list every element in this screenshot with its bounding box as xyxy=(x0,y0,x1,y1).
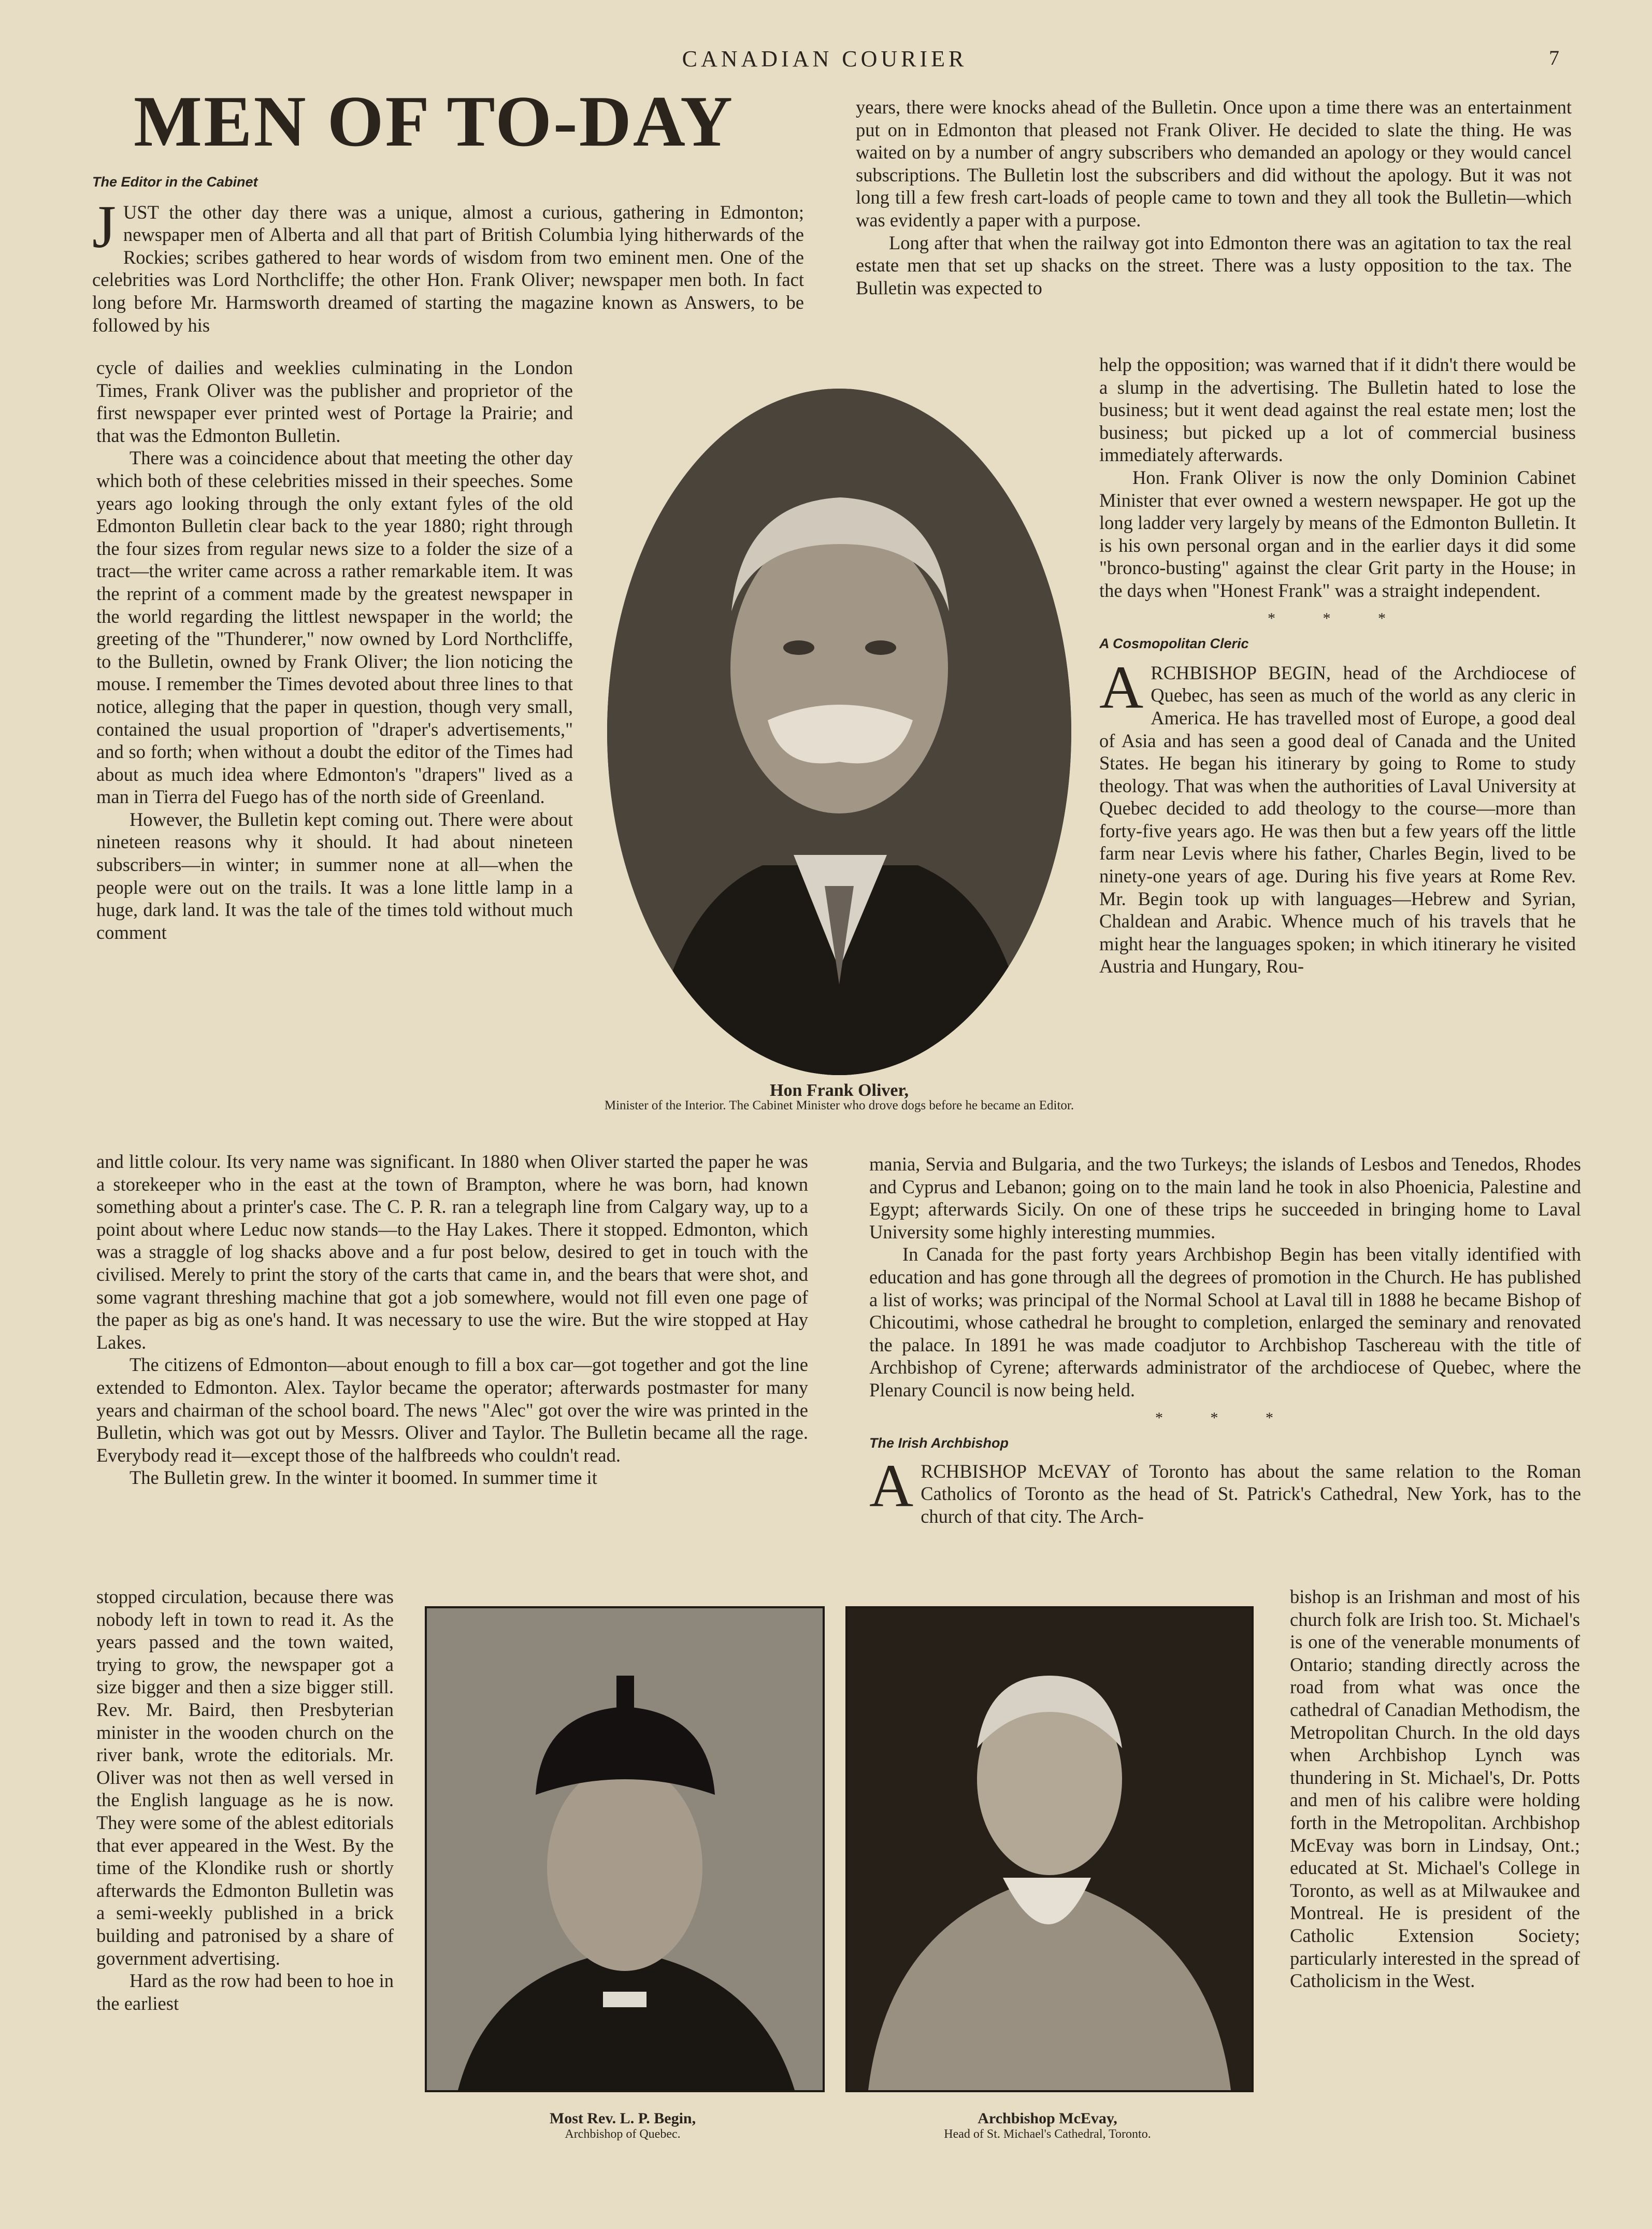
editor-p2: There was a coincidence about that meeting the other day which both of these celebrities missed in their speeches. Some years ago looking through the only extant fyles of the old Edmonton Bulletin clear back to the year 1880; right through the four sizes from regular news size to a folder the size of a tract—the writer came across a rather remarkable item. It was the reprint of a comment made by the greatest newspaper in the world regarding the littlest newspaper in the world; the greeting of the "Thunderer," now owned by Lord Northcliffe, to the Bulletin, owned by Frank Oliver; the lion noticing the mouse. I remember the Times devoted about three lines to that notice, alleging that the paper in question, though very small, contained the usual proportion of "draper's advertisements," and so forth; when without a doubt the editor of the Times had about as much idea where Edmonton's "drapers" lived as a man in Tierra del Fuego has of the north side of Greenland. xyxy=(96,447,573,808)
editor-r2b: help the opposition; was warned that if it didn't there would be a slump in the advertising. The Bulletin hated to lose the business; but it went dead against the real estate men; lost the business; but picked up a lot of commercial business immediately afterwards. xyxy=(1099,354,1576,466)
dropcap-a2: A xyxy=(869,1451,914,1520)
caption-oliver xyxy=(601,1083,1078,1113)
editor-lead: UST the other day there was a unique, almost a curious, gathering in Edmonton; newspaper men of Alberta and all that part of British Columbia lying hitherwards of the Rockies; scribes gathered to hear words of wisdom from two eminent men. One of the celebrities was Lord Northcliffe; the other Hon. Frank Oliver; newspaper men both. In fact long before Mr. Harmsworth dreamed of starting the magazine known as Answers, to be followed by his xyxy=(92,201,804,336)
editor-right-narrow xyxy=(1099,353,1576,978)
mcevay-portrait xyxy=(845,1606,1254,2092)
cleric-p2: In Canada for the past forty years Archbishop Begin has been vitally identified with education and has gone through all the degrees of promotion in the Church. He has published a list of works; was principal of the Normal School at Laval till in 1888 he became Bishop of Chicoutimi, whose cathedral he brought to completion, enlarged the seminary and renovated the palace. In 1891 he was made coadjutor to Archbishop Taschereau with the title of Archbishop of Cyrene; afterwards administrator of the archdiocese of Quebec, where the Plenary Council is now being held. xyxy=(869,1244,1581,1401)
frank-oliver-portrait xyxy=(607,389,1071,1075)
separator-2: * * * xyxy=(1155,1409,1295,1426)
editor-p3a: However, the Bulletin kept coming out. There were about nineteen reasons why it should. It had about nineteen subscribers—in winter; in summer none at all—when the people were out on the trails. It was a lone little lamp in a huge, dark land. It was the tale of the times told without much comment xyxy=(96,808,573,943)
editor-continued xyxy=(96,1150,808,1489)
separator-1: * * * xyxy=(1268,609,1407,627)
irish-lead: RCHBISHOP McEVAY of Toronto has about the same relation to the Roman Catholics of Toronto as the head of St. Patrick's Cathedral, New York, has to the church of that city. The Arch- xyxy=(921,1460,1581,1527)
editor-p3b: and little colour. Its very name was significant. In 1880 when Oliver started the paper he was a storekeeper who in the east at the town of Brampton, where he was born, had known something about a printer's case. The C. P. R. ran a telegraph line from Calgary way, up to a point about where Leduc now stands—to the Hay Lakes. There it stopped. Edmonton, which was a straggle of log shacks above and a fur post below, desired to get in touch with the civilised. Merely to print the story of the carts that came in, and the bears that were shot, and some vagrant threshing machine that got a job somewhere, would not fill even one page of the paper as big as one's hand. It was necessary to use the wire. But the wire stopped at Hay Lakes. xyxy=(96,1151,808,1353)
caption-mcevay-desc: Head of St. Michael's Cathedral, Toronto. xyxy=(944,2127,1151,2141)
irish-cont: bishop is an Irishman and most of his church folk are Irish too. St. Michael's is one of the venerable monuments of Ontario; standing directly across the road from what was once the cathedral of Canadian Methodism, the Metropolitan Church. In the old days when Archbishop Lynch was thundering in St. Michael's, Dr. Potts and men of his calibre were holding forth in the Metropolitan. Archbishop McEvay was born in Lindsay, Ont.; educated at St. Michael's College in Toronto, as well as at Milwaukee and Montreal. He is president of the Catholic Extension Society; particularly interested in the spread of Catholicism in the West. xyxy=(1290,1586,1581,1992)
frank-oliver-figure xyxy=(607,389,1071,1075)
editor-right-top xyxy=(856,96,1572,299)
caption-mcevay-name: Archbishop McEvay, xyxy=(978,2110,1117,2127)
dropcap-a1: A xyxy=(1099,653,1144,721)
editor-r1: years, there were knocks ahead of the Bulletin. Once upon a time there was an entertainment put on in Edmonton that pleased not Frank Oliver. He decided to slate the thing. He was waited on by a number of angry subscribers who demanded an apology or they would cancel subscriptions. The Bulletin lost the subscribers and did without the apology. But it was not long till a few fresh cart-loads of people came to town and they all took the Bulletin—which was evidently a paper with a purpose. xyxy=(856,96,1572,231)
subhead-cleric: A Cosmopolitan Cleric xyxy=(1099,636,1249,652)
subhead-irish: The Irish Archbishop xyxy=(869,1435,1009,1451)
caption-mcevay xyxy=(845,2111,1249,2142)
begin-figure xyxy=(427,1608,823,2090)
begin-portrait xyxy=(425,1606,825,2092)
editor-p5b: stopped circulation, because there was nobody left in town to read it. As the years passed and the town waited, trying to grow, the newspaper got a size bigger and then a size bigger still. Rev. Mr. Baird, then Presbyterian minister in the wooden church on the river bank, wrote the editorials. Mr. Oliver was not then as well versed in the English language as he is now. They were some of the ablest editorials that ever appeared in the West. By the time of the Klondike rush or shortly afterwards the Edmonton Bulletin was a semi-weekly published in a brick building and patronised by a share of government advertising. xyxy=(96,1586,394,1969)
editor-p6: Hard as the row had been to hoe in the earliest xyxy=(96,1970,394,2014)
dropcap-j: J xyxy=(92,192,116,261)
caption-oliver-desc: Minister of the Interior. The Cabinet Minister who drove dogs before he became an Editor. xyxy=(604,1098,1074,1112)
irish-narrow xyxy=(1290,1585,1580,1992)
editor-r2a: Long after that when the railway got into Edmonton there was an agitation to tax the real estate men that set up shacks on the street. There was a lusty opposition to the tax. The Bulletin was expected to xyxy=(856,232,1572,298)
headline: MEN OF TO-DAY xyxy=(134,81,735,162)
editor-p4: The citizens of Edmonton—about enough to fill a box car—got together and got the line extended to Edmonton. Alex. Taylor became the operator; afterwards postmaster for many years and chairman of the school board. The news "Alec" got over the wire was printed in the Bulletin, which was got out by Messrs. Oliver and Taylor. The Bulletin became all the rage. Everybody read it—except those of the halfbreeds who couldn't read. xyxy=(96,1354,808,1466)
caption-oliver-name: Hon Frank Oliver, xyxy=(770,1081,909,1100)
caption-begin-name: Most Rev. L. P. Begin, xyxy=(549,2110,696,2127)
editor-p1b: cycle of dailies and weeklies culminating in the London Times, Frank Oliver was the publisher and proprietor of the first newspaper ever printed west of Portage la Prairie; and that was the Edmonton Bulletin. xyxy=(96,357,573,446)
editor-column-left xyxy=(96,356,573,944)
editor-intro xyxy=(92,171,804,336)
running-title: CANADIAN COURIER xyxy=(682,46,968,72)
cleric-lead: RCHBISHOP BEGIN, head of the Archdiocese of Quebec, has seen as much of the world as any cleric in America. He has travelled most of Europe, a good deal of Asia and has seen a good deal of Canada and the United States. He began his itinerary by going to Rome to study theology. That was when the authorities of Laval University at Quebec decided to add theology to the course—more than forty-five years ago. He was then but a few years off the little farm near Levis where his father, Charles Begin, lived to be ninety-one years of age. During his five years at Rome Rev. Mr. Begin took up with languages—Hebrew and Syrian, Chaldean and Arabic. Whence much of his travels that he might hear the languages spoken; in which itinerary he visited Austria and Hungary, Rou- xyxy=(1099,662,1576,977)
editor-narrow xyxy=(96,1585,394,2014)
mcevay-figure xyxy=(847,1608,1252,2090)
subhead-editor: The Editor in the Cabinet xyxy=(92,174,258,190)
editor-r3: Hon. Frank Oliver is now the only Dominion Cabinet Minister that ever owned a western newspaper. He got up the long ladder very largely by means of the Edmonton Bulletin. It is his own personal organ and in the earlier days it did some "bronco-busting" against the clear Grit party in the House; in the days when "Honest Frank" was a straight independent. xyxy=(1099,466,1576,601)
page-number: 7 xyxy=(1549,46,1559,69)
caption-begin-desc: Archbishop of Quebec. xyxy=(565,2127,681,2141)
editor-p5a: The Bulletin grew. In the winter it boomed. In summer time it xyxy=(130,1467,597,1489)
cleric-cont: mania, Servia and Bulgaria, and the two Turkeys; the islands of Lesbos and Tenedos, Rhodes and Cyprus and Lebanon; going on to the main land he took in also Phoenicia, Palestine and Egypt; afterwards Sicily. On one of these trips he succeeded in bringing home to Laval University some highly interesting mummies. xyxy=(869,1153,1581,1242)
cleric-continued xyxy=(869,1153,1581,1528)
caption-begin xyxy=(425,2111,821,2142)
